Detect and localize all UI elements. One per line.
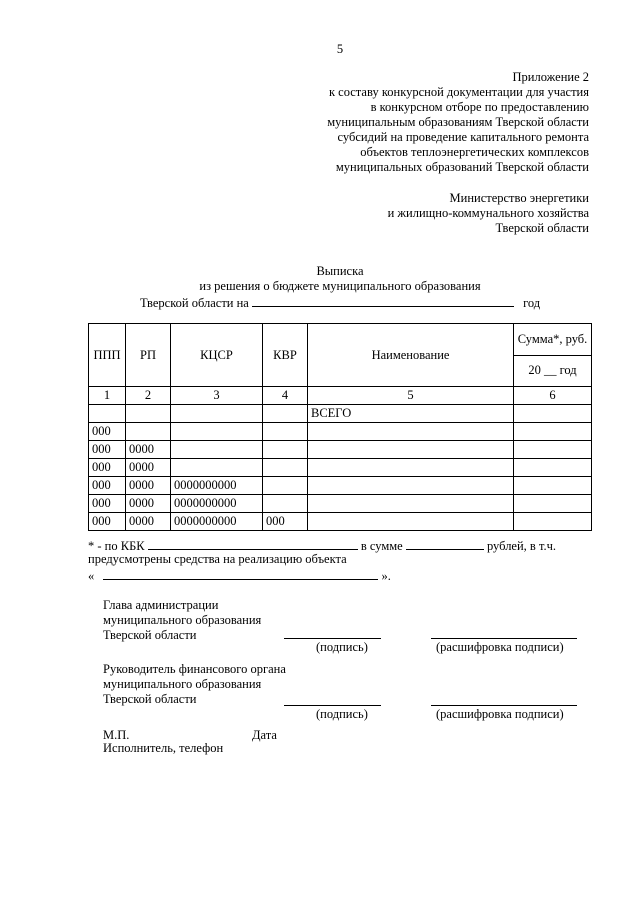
footnote-line-2: предусмотрены средства на реализацию объекта [88, 552, 347, 566]
cell-ppp[interactable]: 000 [89, 477, 126, 495]
header-sum: Сумма*, руб. [514, 324, 592, 356]
cell-ppp[interactable]: 000 [89, 441, 126, 459]
appendix-line: муниципальным образованиям Тверской области [327, 115, 589, 129]
close-quote: ». [381, 569, 391, 583]
cell-ppp[interactable]: 000 [89, 513, 126, 531]
appendix-line: к составу конкурсной документации для участия [328, 85, 589, 99]
addressee-line: Тверской области [495, 221, 589, 235]
sign-caption: (подпись) [316, 707, 368, 721]
rubles-label: рублей, в т.ч. [486, 539, 556, 553]
column-number: 2 [126, 387, 171, 405]
year-suffix: год [559, 363, 577, 378]
decode-caption: (расшифровка подписи) [436, 640, 564, 654]
cell-name[interactable] [308, 459, 514, 477]
head-decode-line[interactable] [431, 638, 577, 639]
decode-caption: (расшифровка подписи) [436, 707, 564, 721]
header-name: Наименование [308, 324, 514, 387]
column-number: 5 [308, 387, 514, 405]
executor-label: Исполнитель, телефон [103, 741, 224, 755]
cell-kcsr[interactable] [171, 441, 263, 459]
cell-kcsr[interactable] [171, 405, 263, 423]
cell-kcsr[interactable] [171, 459, 263, 477]
cell-rp[interactable]: 0000 [126, 495, 171, 513]
kbk-label: * - по КБК [88, 539, 145, 553]
in-sum-label: в сумме [360, 539, 403, 553]
year-prefix: 20 [528, 363, 541, 378]
table-row [89, 495, 592, 513]
year-blank[interactable]: __ [543, 363, 557, 378]
cell-sum[interactable] [514, 459, 592, 477]
column-number: 4 [263, 387, 308, 405]
appendix-line: муниципальных образований Тверской области [335, 160, 589, 174]
cell-ppp[interactable] [89, 405, 126, 423]
region-blank[interactable] [252, 294, 514, 307]
table-row [89, 441, 592, 459]
addressee-line: и жилищно-коммунального хозяйства [387, 206, 589, 220]
page-number: 5 [336, 42, 344, 56]
date-label: Дата [252, 728, 277, 742]
cell-kvr[interactable] [263, 477, 308, 495]
table-row [89, 459, 592, 477]
header-kvr: КВР [263, 324, 308, 387]
table-row [89, 423, 592, 441]
column-number: 1 [89, 387, 126, 405]
cell-kvr[interactable] [263, 495, 308, 513]
cell-name[interactable]: ВСЕГО [308, 405, 514, 423]
cell-sum[interactable] [514, 513, 592, 531]
signatory-line: Руководитель финансового органа [103, 662, 286, 676]
cell-rp[interactable] [126, 423, 171, 441]
cell-name[interactable] [308, 423, 514, 441]
finance-signature-line[interactable] [284, 705, 381, 706]
table-row [89, 513, 592, 531]
appendix-line: субсидий на проведение капитального ремонта [337, 130, 589, 144]
cell-kcsr[interactable]: 0000000000 [171, 477, 263, 495]
appendix-line: объектов теплоэнергетических комплексов [360, 145, 589, 159]
cell-kvr[interactable] [263, 459, 308, 477]
finance-decode-line[interactable] [431, 705, 577, 706]
header-ppp: ППП [89, 324, 126, 387]
cell-ppp[interactable]: 000 [89, 459, 126, 477]
cell-kvr[interactable]: 000 [263, 513, 308, 531]
sum-blank[interactable] [406, 537, 484, 550]
cell-rp[interactable]: 0000 [126, 441, 171, 459]
sign-caption: (подпись) [316, 640, 368, 654]
document-title: Выписка [316, 264, 364, 278]
cell-name[interactable] [308, 513, 514, 531]
cell-name[interactable] [308, 441, 514, 459]
cell-rp[interactable]: 0000 [126, 459, 171, 477]
header-kcsr: КЦСР [171, 324, 263, 387]
cell-name[interactable] [308, 495, 514, 513]
cell-ppp[interactable]: 000 [89, 423, 126, 441]
appendix-line: в конкурсном отборе по предоставлению [370, 100, 589, 114]
column-number: 6 [514, 387, 592, 405]
cell-sum[interactable] [514, 495, 592, 513]
column-number-row [89, 387, 592, 405]
region-prefix: Тверской области на [140, 296, 249, 310]
addressee-line: Министерство энергетики [449, 191, 589, 205]
signatory-line: Тверской области [103, 628, 197, 642]
budget-extract-table [88, 323, 592, 531]
column-number: 3 [171, 387, 263, 405]
stamp-place: М.П. [103, 728, 130, 742]
header-year [514, 355, 592, 387]
cell-kcsr[interactable]: 0000000000 [171, 495, 263, 513]
header-rp: РП [126, 324, 171, 387]
head-signature-line[interactable] [284, 638, 381, 639]
cell-kcsr[interactable] [171, 423, 263, 441]
signatory-line: Тверской области [103, 692, 197, 706]
cell-rp[interactable]: 0000 [126, 477, 171, 495]
cell-kvr[interactable] [263, 405, 308, 423]
cell-rp[interactable] [126, 405, 171, 423]
cell-kvr[interactable] [263, 423, 308, 441]
cell-kcsr[interactable]: 0000000000 [171, 513, 263, 531]
region-suffix: год [523, 296, 541, 310]
region-year-line [140, 294, 540, 311]
document-subtitle: из решения о бюджете муниципального образования [199, 279, 481, 293]
cell-rp[interactable]: 0000 [126, 513, 171, 531]
table-row [89, 477, 592, 495]
cell-sum[interactable] [514, 477, 592, 495]
signatory-line: муниципального образования [103, 613, 262, 627]
cell-sum[interactable] [514, 441, 592, 459]
footnote-object-line [88, 567, 391, 584]
kbk-blank[interactable] [148, 537, 358, 550]
cell-kvr[interactable] [263, 441, 308, 459]
cell-name[interactable] [308, 477, 514, 495]
finance-signature-block [103, 662, 286, 707]
cell-sum[interactable] [514, 423, 592, 441]
open-quote: « [88, 569, 95, 583]
signatory-line: Глава администрации [103, 598, 219, 612]
appendix-header [327, 70, 589, 175]
addressee [388, 191, 589, 236]
signatory-line: муниципального образования [103, 677, 262, 691]
cell-ppp[interactable]: 000 [89, 495, 126, 513]
object-blank[interactable] [103, 567, 378, 580]
cell-sum[interactable] [514, 405, 592, 423]
table-row [89, 405, 592, 423]
head-signature-block [103, 598, 261, 643]
appendix-line: Приложение 2 [512, 70, 589, 84]
